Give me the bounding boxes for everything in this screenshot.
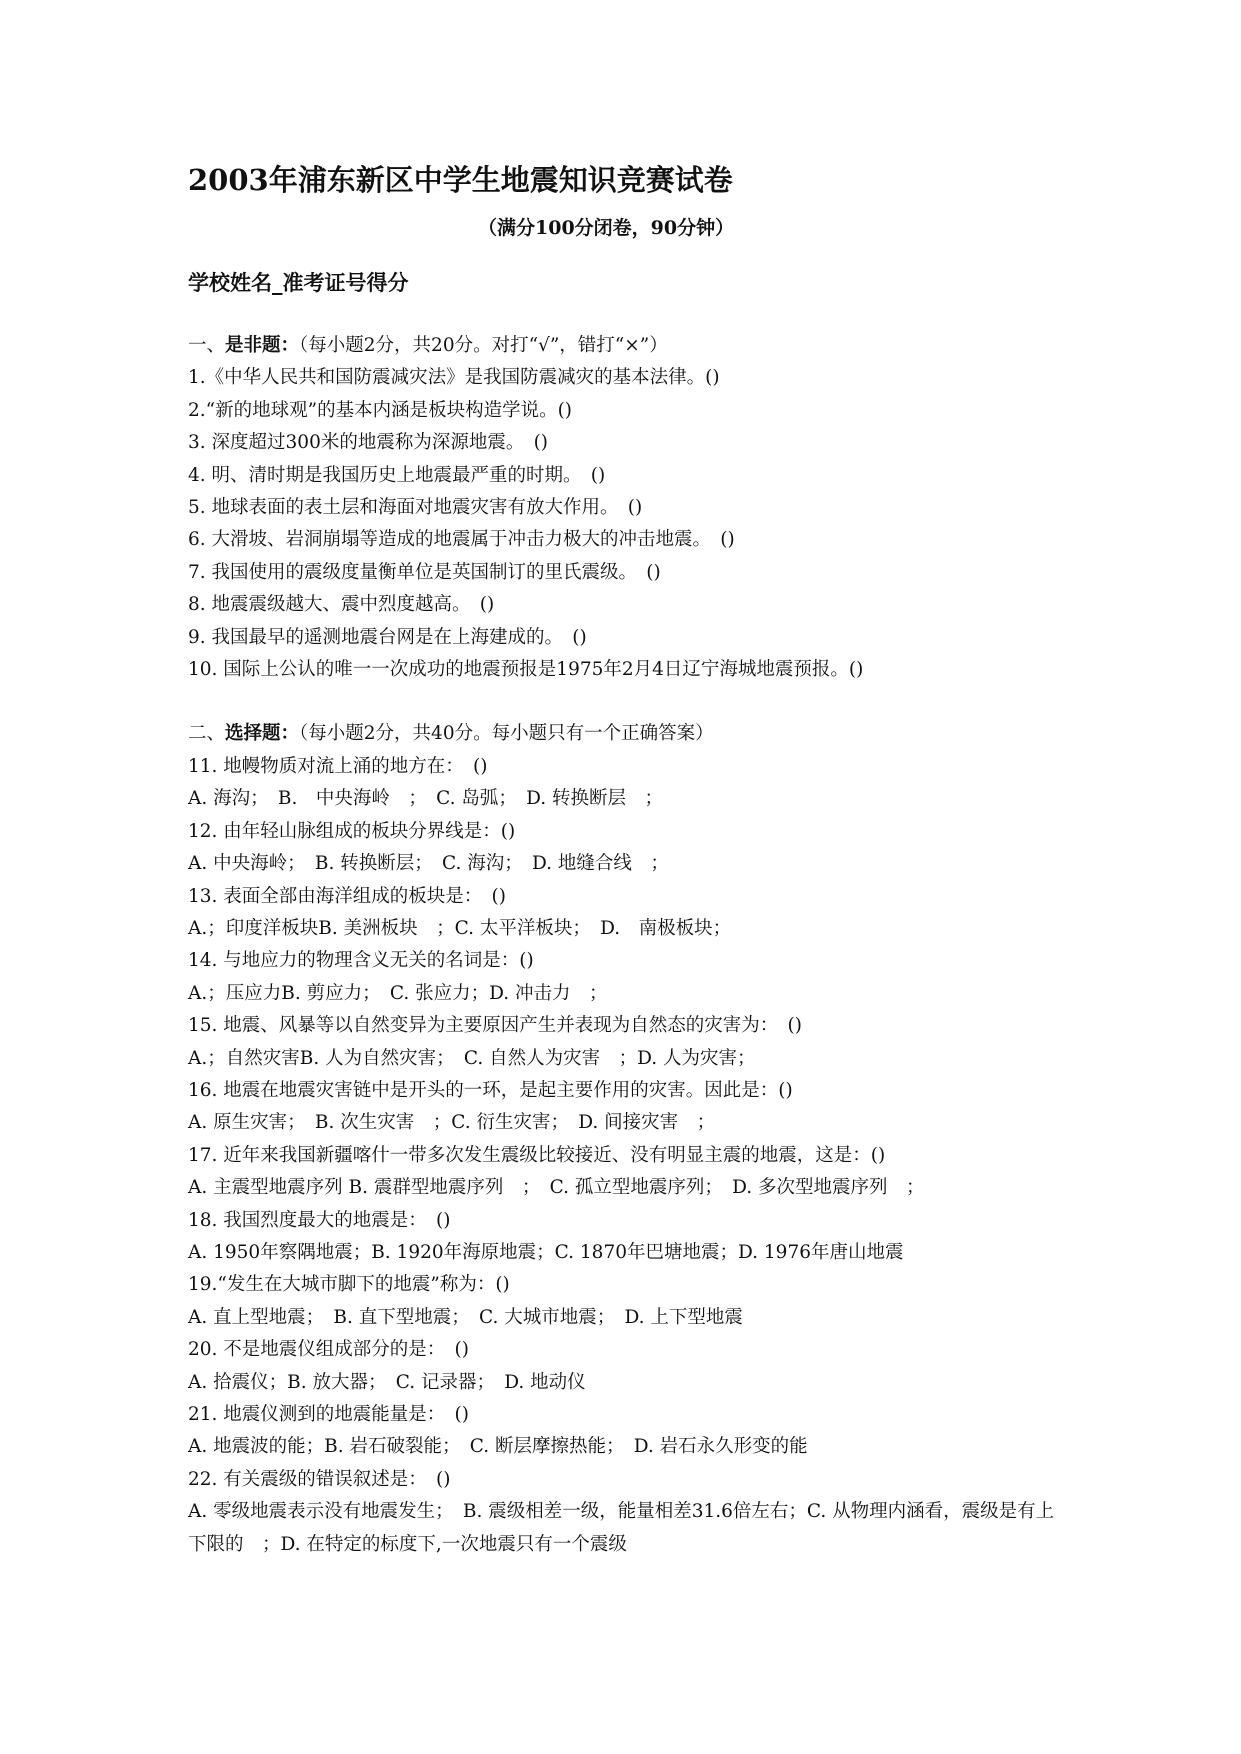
- exam-paper: [188, 160, 1068, 1561]
- true-false-list: [188, 362, 1068, 686]
- question-options: A.；印度洋板块B. 美洲板块 ；C. 太平洋板块； D. 南极板块；: [188, 917, 732, 939]
- section-multiple-choice: [188, 718, 1068, 1561]
- choice-question: 21. 地震仪测到的地震能量是： (): [188, 1404, 469, 1425]
- true-false-question: 8. 地震震级越大、震中烈度越高。 (): [188, 594, 495, 616]
- section-number: 二、: [188, 723, 226, 745]
- choice-question: 13. 表面全部由海洋组成的板块是： (): [188, 885, 506, 907]
- question-options: A. 1950年察隅地震；B. 1920年海原地震；C. 1870年巴塘地震；D. 1976年唐山地震: [188, 1241, 904, 1263]
- section-title: 是非题：: [225, 335, 300, 356]
- choice-question: 12. 由年轻山脉组成的板块分界线是：(): [188, 820, 516, 842]
- choice-question: 11. 地幔物质对流上涌的地方在： (): [188, 755, 488, 777]
- section-note: （每小题2分，共20分。对打“√”，错打“×”）: [299, 335, 668, 356]
- true-false-question: 4. 明、清时期是我国历史上地震最严重的时期。 (): [188, 464, 606, 486]
- true-false-question: 5. 地球表面的表土层和海面对地震灾害有放大作用。 (): [188, 497, 643, 519]
- true-false-question: 3. 深度超过300米的地震称为深源地震。 (): [188, 432, 549, 454]
- multiple-choice-list: [188, 751, 1068, 1496]
- choice-question: 16. 地震在地震灾害链中是开头的一环，是起主要作用的灾害。因此是：(): [188, 1079, 793, 1101]
- section-number: 一、: [188, 335, 226, 356]
- section-true-false: [188, 330, 1068, 686]
- choice-question: 18. 我国烈度最大的地震是： (): [188, 1209, 451, 1231]
- choice-question: 22. 有关震级的错误叙述是： (): [188, 1468, 451, 1490]
- true-false-question: 6. 大滑坡、岩洞崩塌等造成的地震属于冲击力极大的冲击地震。 (): [188, 529, 735, 551]
- choice-question: 14. 与地应力的物理含义无关的名词是：(): [188, 950, 534, 972]
- question-options: A.；自然灾害B. 人为自然灾害； C. 自然人为灾害 ；D. 人为灾害；: [188, 1047, 756, 1069]
- question-options: A. 原生灾害； B. 次生灾害 ；C. 衍生灾害； D. 间接灾害 ；: [188, 1112, 716, 1134]
- true-false-question: 9. 我国最早的遥测地震台网是在上海建成的。 (): [188, 626, 587, 648]
- student-info-line: 学校姓名_准考证号得分: [188, 270, 409, 295]
- question-options: A.；压应力B. 剪应力； C. 张应力；D. 冲击力 ；: [188, 982, 608, 1004]
- exam-title: 2003年浦东新区中学生地震知识竞赛试卷: [188, 163, 733, 197]
- question-options: A. 海沟； B. 中央海岭 ； C. 岛弧； D. 转换断层 ；: [188, 788, 664, 810]
- section-note: （每小题2分，共40分。每小题只有一个正确答案）: [299, 723, 714, 745]
- question-options: A. 直上型地震； B. 直下型地震； C. 大城市地震； D. 上下型地震: [188, 1306, 743, 1328]
- question-options: A. 零级地震表示没有地震发生； B. 震级相差一级，能量相差31.6倍左右；C. 从物理内涵看，震级是有上下限的 ；D. 在特定的标度下,一次地震只有一个震级: [188, 1501, 1055, 1555]
- choice-question: 19.“发生在大城市脚下的地震”称为：(): [188, 1274, 510, 1296]
- question-options: A. 拾震仪；B. 放大器； C. 记录器； D. 地动仪: [188, 1371, 586, 1393]
- question-options: A. 主震型地震序列 B. 震群型地震序列 ； C. 孤立型地震序列； D. 多次型地震序列 ；: [188, 1177, 925, 1199]
- choice-question: 20. 不是地震仪组成部分的是： (): [188, 1339, 469, 1361]
- exam-subtitle: （满分100分闭卷，90分钟）: [478, 217, 735, 239]
- section-title: 选择题：: [225, 723, 300, 745]
- true-false-question: 7. 我国使用的震级度量衡单位是英国制订的里氏震级。 (): [188, 561, 661, 583]
- question-options: A. 中央海岭； B. 转换断层； C. 海沟； D. 地缝合线 ；: [188, 853, 669, 875]
- section-multiple-choice-heading: [188, 718, 1068, 750]
- section-true-false-heading: [188, 330, 1068, 362]
- question-options: A. 地震波的能；B. 岩石破裂能； C. 断层摩擦热能； D. 岩石永久形变的能: [188, 1436, 808, 1458]
- true-false-question: 10. 国际上公认的唯一一次成功的地震预报是1975年2月4日辽宁海城地震预报。(): [188, 659, 864, 681]
- choice-question: 17. 近年来我国新疆喀什一带多次发生震级比较接近、没有明显主震的地震，这是：(): [188, 1144, 886, 1166]
- true-false-question: 2.“新的地球观”的基本内涵是板块构造学说。(): [188, 399, 573, 421]
- choice-question: 15. 地震、风暴等以自然变异为主要原因产生并表现为自然态的灾害为： (): [188, 1015, 802, 1037]
- true-false-question: 1.《中华人民共和国防震减灾法》是我国防震减灾的基本法律。(): [188, 367, 720, 389]
